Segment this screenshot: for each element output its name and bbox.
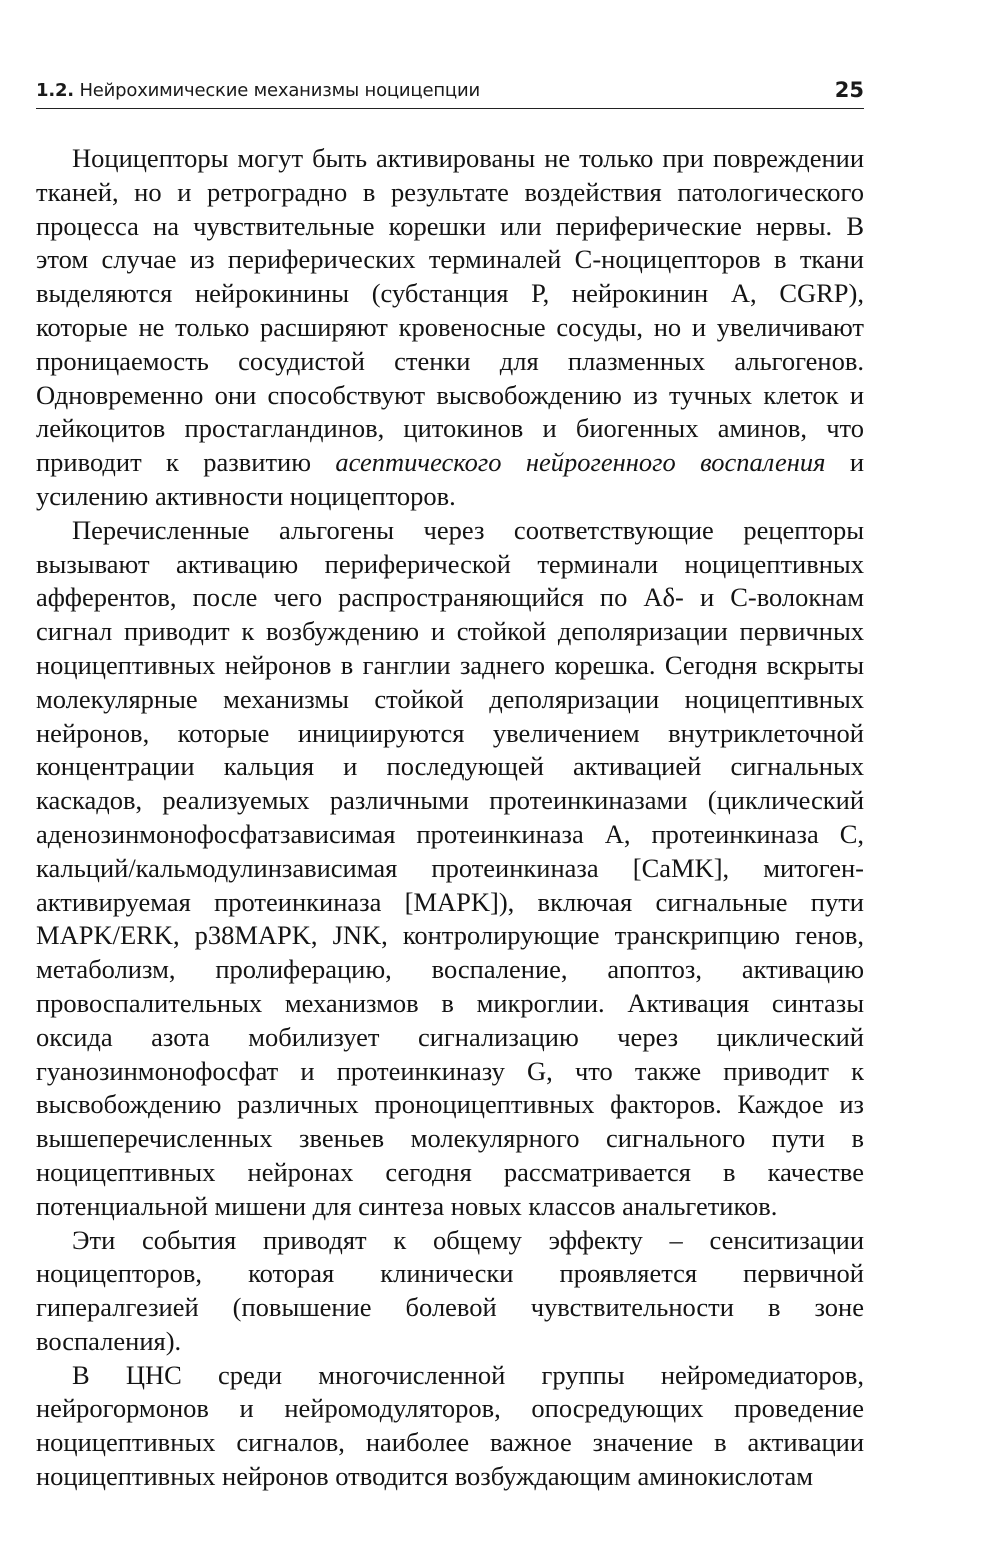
paragraph-2: Перечисленные альгогены через соответствующие рецепторы вызывают активацию периферической терминали ноцицептивных афферентов, после чего распространяющийся по Аδ- и С-волокнам сигнал приводит к возбуждению и стойкой деполяризации первичных ноцицептивных нейронов в ганглии заднего корешка. Сегодня вскрыты молекулярные механизмы стойкой деполяризации ноцицептивных нейронов, которые инициируются увеличением внутриклеточной концентрации кальция и последующей активацией сигнальных каскадов, реализуемых различными протеинкиназами (циклический аденозинмонофосфатзависимая протеинкиназа А, протеинкиназа С, кальций/кальмодулинзависимая протеинкиназа [CaMK], митоген-активируемая протеинкиназа [MAPK]), включая сигнальные пути MAPK/ERK, p38MAPK, JNK, контролирующие транскрипцию генов, метаболизм, пролиферацию, воспаление, апоптоз, активацию провоспалительных механизмов в микроглии. Активация синтазы оксида азота мобилизует сигнализацию через циклический гуанозинмонофосфат и протеинкиназу G, что также приводит к высвобождению различных проноцицептивных факторов. Каждое из вышеперечисленных звеньев молекулярного сигнального пути в ноцицептивных нейронах сегодня рассматривается в качестве потенциальной мишени для синтеза новых классов анальгетиков. [36, 514, 864, 1221]
body-text [36, 142, 864, 1494]
section-number: 1.2. [36, 80, 74, 101]
paragraph-1 [36, 142, 864, 514]
page-number: 25 [834, 78, 864, 102]
paragraph-1-text-after: и усилению активности ноцицепторов. [36, 447, 864, 511]
running-header [36, 78, 864, 109]
running-title [36, 80, 480, 101]
paragraph-3: Эти события приводят к общему эффекту – сенситизации ноцицепторов, которая клинически проявляется первичной гипералгезией (повышение болевой чувствительности в зоне воспаления). [36, 1224, 864, 1356]
section-title: Нейрохимические механизмы ноцицепции [79, 80, 480, 101]
paragraph-1-emphasis: асептического нейрогенного воспаления [335, 447, 826, 478]
paragraph-4: В ЦНС среди многочисленной группы нейромедиаторов, нейрогормонов и нейромодуляторов, опосредующих проведение ноцицептивных сигналов, наиболее важное значение в активации ноцицептивных нейронов отводится возбуждающим аминокислотам [36, 1359, 864, 1492]
paragraph-1-text-before: Ноцицепторы могут быть активированы не только при повреждении тканей, но и ретроградно в результате воздействия патологического процесса на чувствительные корешки или периферические нервы. В этом случае из периферических терминалей С-ноцицепторов в ткани выделяются нейрокинины (субстанция Р, нейрокинин А, CGRP), которые не только расширяют кровеносные сосуды, но и увеличивают проницаемость сосудистой стенки для плазменных альгогенов. Одновременно они способствуют высвобождению из тучных клеток и лейкоцитов простагландинов, цитокинов и биогенных аминов, что приводит к развитию [36, 143, 864, 478]
